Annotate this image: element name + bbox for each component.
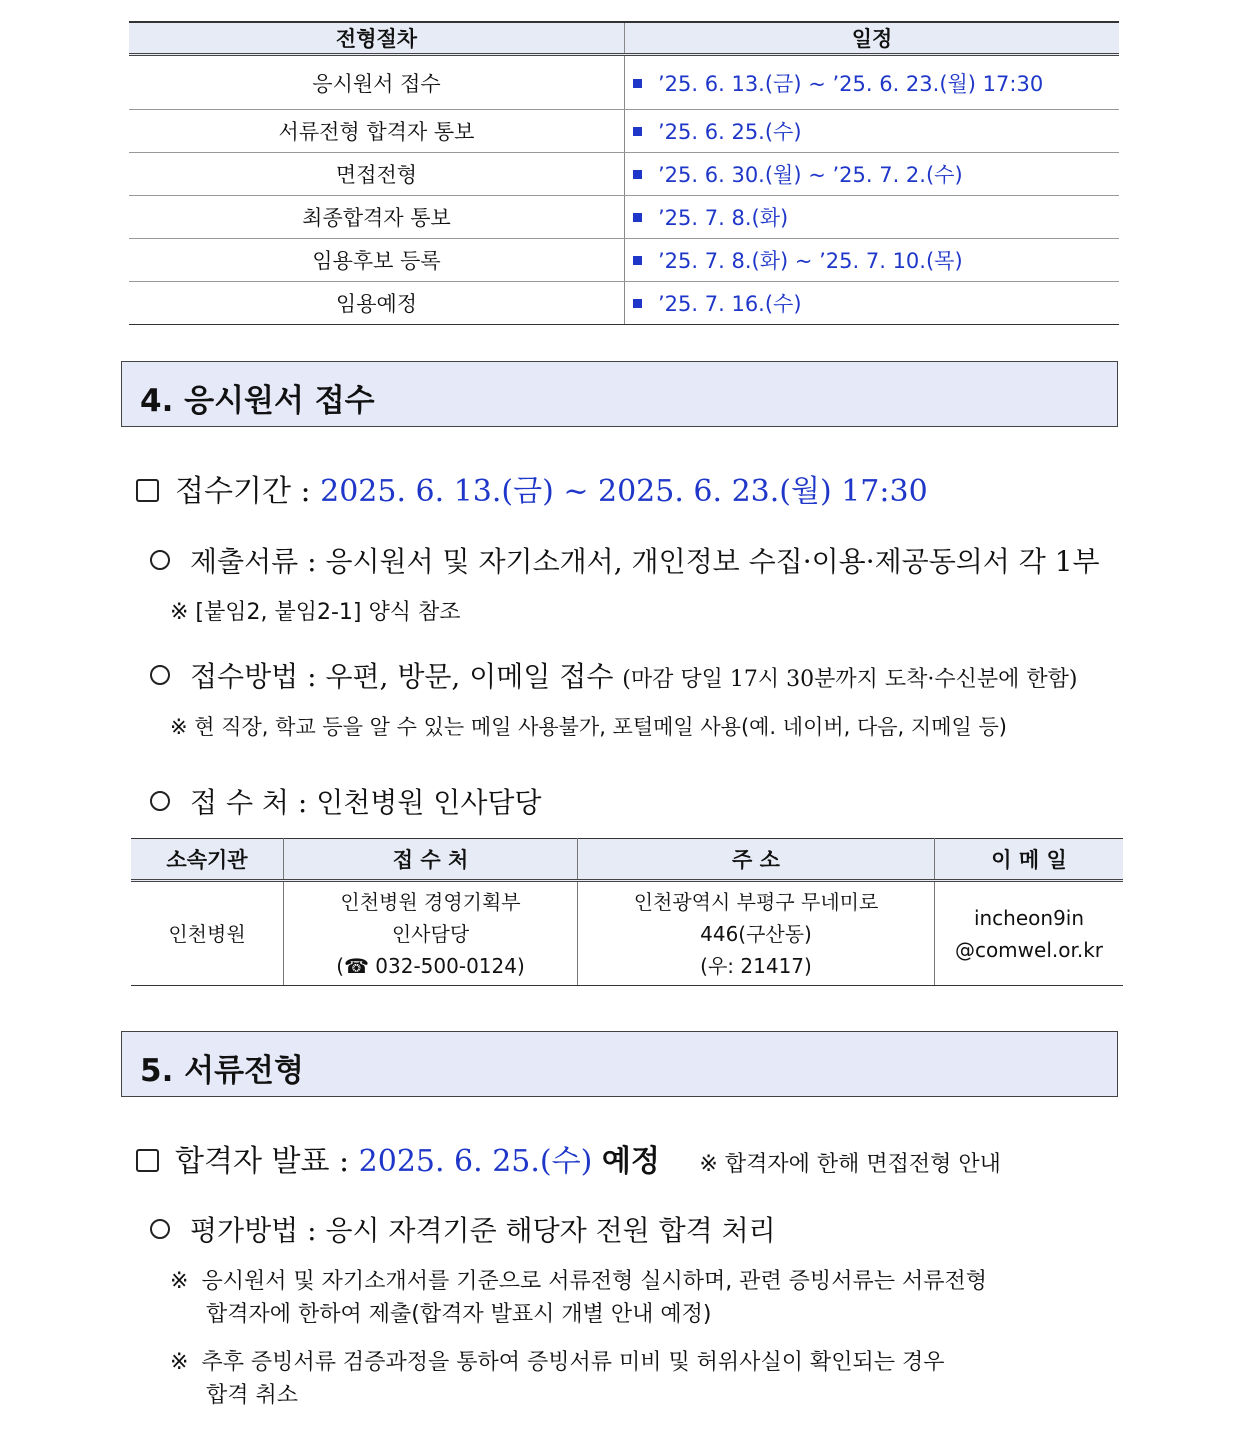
date-text: ’25. 7. 16.(수) (658, 292, 802, 316)
date-cell (625, 153, 1120, 196)
org-cell: 인천병원 (131, 881, 284, 986)
docs-line (150, 540, 1100, 580)
procedure-cell: 응시원서 접수 (129, 55, 625, 110)
office-line: 인천병원 경영기획부 (340, 889, 521, 914)
announce-line (136, 1136, 1001, 1180)
email-cell[interactable] (935, 881, 1124, 986)
procedure-cell: 임용예정 (129, 282, 625, 325)
announce-label: 합격자 발표 : (175, 1144, 350, 1179)
period-value: 2025. 6. 13.(금) ~ 2025. 6. 23.(월) 17:30 (320, 474, 928, 509)
eval-label: 평가방법 : (190, 1214, 317, 1247)
header-address: 주 소 (578, 839, 935, 881)
date-cell (625, 196, 1120, 239)
procedure-cell: 면접전형 (129, 153, 625, 196)
date-text: ’25. 6. 30.(월) ~ ’25. 7. 2.(수) (658, 163, 963, 187)
table-row (129, 282, 1119, 325)
note-mark: ※ (170, 1269, 189, 1294)
table-row (129, 239, 1119, 282)
date-text: ’25. 6. 13.(금) ~ ’25. 6. 23.(월) 17:30 (658, 71, 1044, 96)
header-org: 소속기관 (131, 839, 284, 881)
square-bullet-icon (633, 127, 642, 136)
announce-value: 2025. 6. 25.(수) (358, 1144, 593, 1179)
place-value: 인천병원 인사담당 (316, 786, 542, 819)
docs-value: 응시원서 및 자기소개서, 개인정보 수집·이용·제공동의서 각 1부 (325, 545, 1100, 578)
procedure-cell: 임용후보 등록 (129, 239, 625, 282)
date-text: ’25. 7. 8.(화) (658, 206, 789, 230)
header-office: 접 수 처 (284, 839, 578, 881)
address-line: 인천광역시 부평구 무네미로 (633, 889, 879, 914)
announce-suffix: 예정 (601, 1144, 660, 1179)
circle-bullet-icon (150, 1219, 170, 1239)
note-1-line-2: 합격자에 한하여 제출(합격자 발표시 개별 안내 예정) (206, 1302, 712, 1327)
date-cell (625, 239, 1120, 282)
procedure-cell: 최종합격자 통보 (129, 196, 625, 239)
checkbox-square-icon (136, 479, 159, 502)
schedule-table (129, 21, 1119, 325)
table-row (129, 196, 1119, 239)
section-4-title: 4. 응시원서 접수 (140, 383, 375, 419)
method-label: 접수방법 : (190, 660, 317, 693)
table-row (131, 881, 1123, 986)
header-schedule: 일정 (625, 22, 1120, 55)
note-1-line-1: 응시원서 및 자기소개서를 기준으로 서류전형 실시하며, 관련 증빙서류는 서류전형 (201, 1269, 987, 1294)
square-bullet-icon (633, 256, 642, 265)
note-2-line-1: 추후 증빙서류 검증과정을 통하여 증빙서류 미비 및 허위사실이 확인되는 경우 (201, 1350, 945, 1375)
circle-bullet-icon (150, 791, 170, 811)
square-bullet-icon (633, 79, 642, 88)
method-note: ※ 현 직장, 학교 등을 알 수 있는 메일 사용불가, 포털메일 사용(예. 네이버, 다음, 지메일 등) (170, 715, 1007, 739)
contact-table (131, 838, 1123, 986)
square-bullet-icon (633, 170, 642, 179)
note-2 (170, 1345, 944, 1376)
docs-note: ※ [붙임2, 붙임2-1] 양식 참조 (170, 600, 461, 625)
date-cell (625, 110, 1120, 153)
table-row (129, 110, 1119, 153)
section-5-title: 5. 서류전형 (140, 1053, 304, 1089)
office-phone: (☎ 032-500-0124) (336, 953, 525, 978)
method-value: 우편, 방문, 이메일 접수 (325, 660, 614, 693)
section-5-header (121, 1031, 1118, 1097)
office-line: 인사담당 (391, 921, 470, 946)
docs-label: 제출서류 : (190, 545, 317, 578)
note-mark: ※ (170, 1350, 189, 1375)
date-cell (625, 282, 1120, 325)
address-cell (578, 881, 935, 986)
table-row (129, 153, 1119, 196)
contact-header-row (131, 839, 1123, 881)
header-email: 이 메 일 (935, 839, 1124, 881)
table-row (129, 55, 1119, 110)
period-label: 접수기간 : (175, 474, 311, 509)
email-line: incheon9in (973, 905, 1085, 930)
office-cell (284, 881, 578, 986)
place-line (150, 781, 541, 821)
procedure-cell: 서류전형 합격자 통보 (129, 110, 625, 153)
place-label: 접 수 처 : (190, 786, 308, 819)
announce-note: ※ 합격자에 한해 면접전형 안내 (699, 1152, 1001, 1177)
section-4-header (121, 361, 1118, 427)
header-procedure: 전형절차 (129, 22, 625, 55)
date-cell (625, 55, 1120, 110)
date-text: ’25. 6. 25.(수) (658, 120, 802, 144)
note-2-line-2: 합격 취소 (206, 1383, 299, 1408)
email-line: @comwel.or.kr (954, 937, 1104, 962)
method-paren: (마감 당일 17시 30분까지 도착·수신분에 한함) (622, 667, 1078, 692)
circle-bullet-icon (150, 665, 170, 685)
eval-line (150, 1209, 776, 1249)
period-line (136, 466, 928, 510)
date-text: ’25. 7. 8.(화) ~ ’25. 7. 10.(목) (658, 249, 963, 273)
schedule-header-row (129, 22, 1119, 55)
method-line (150, 655, 1077, 695)
note-1 (170, 1264, 987, 1295)
circle-bullet-icon (150, 550, 170, 570)
eval-value: 응시 자격기준 해당자 전원 합격 처리 (325, 1214, 776, 1247)
square-bullet-icon (633, 299, 642, 308)
address-line: 446(구산동) (700, 921, 812, 946)
checkbox-square-icon (136, 1149, 159, 1172)
address-zip: (우: 21417) (700, 953, 812, 978)
square-bullet-icon (633, 213, 642, 222)
